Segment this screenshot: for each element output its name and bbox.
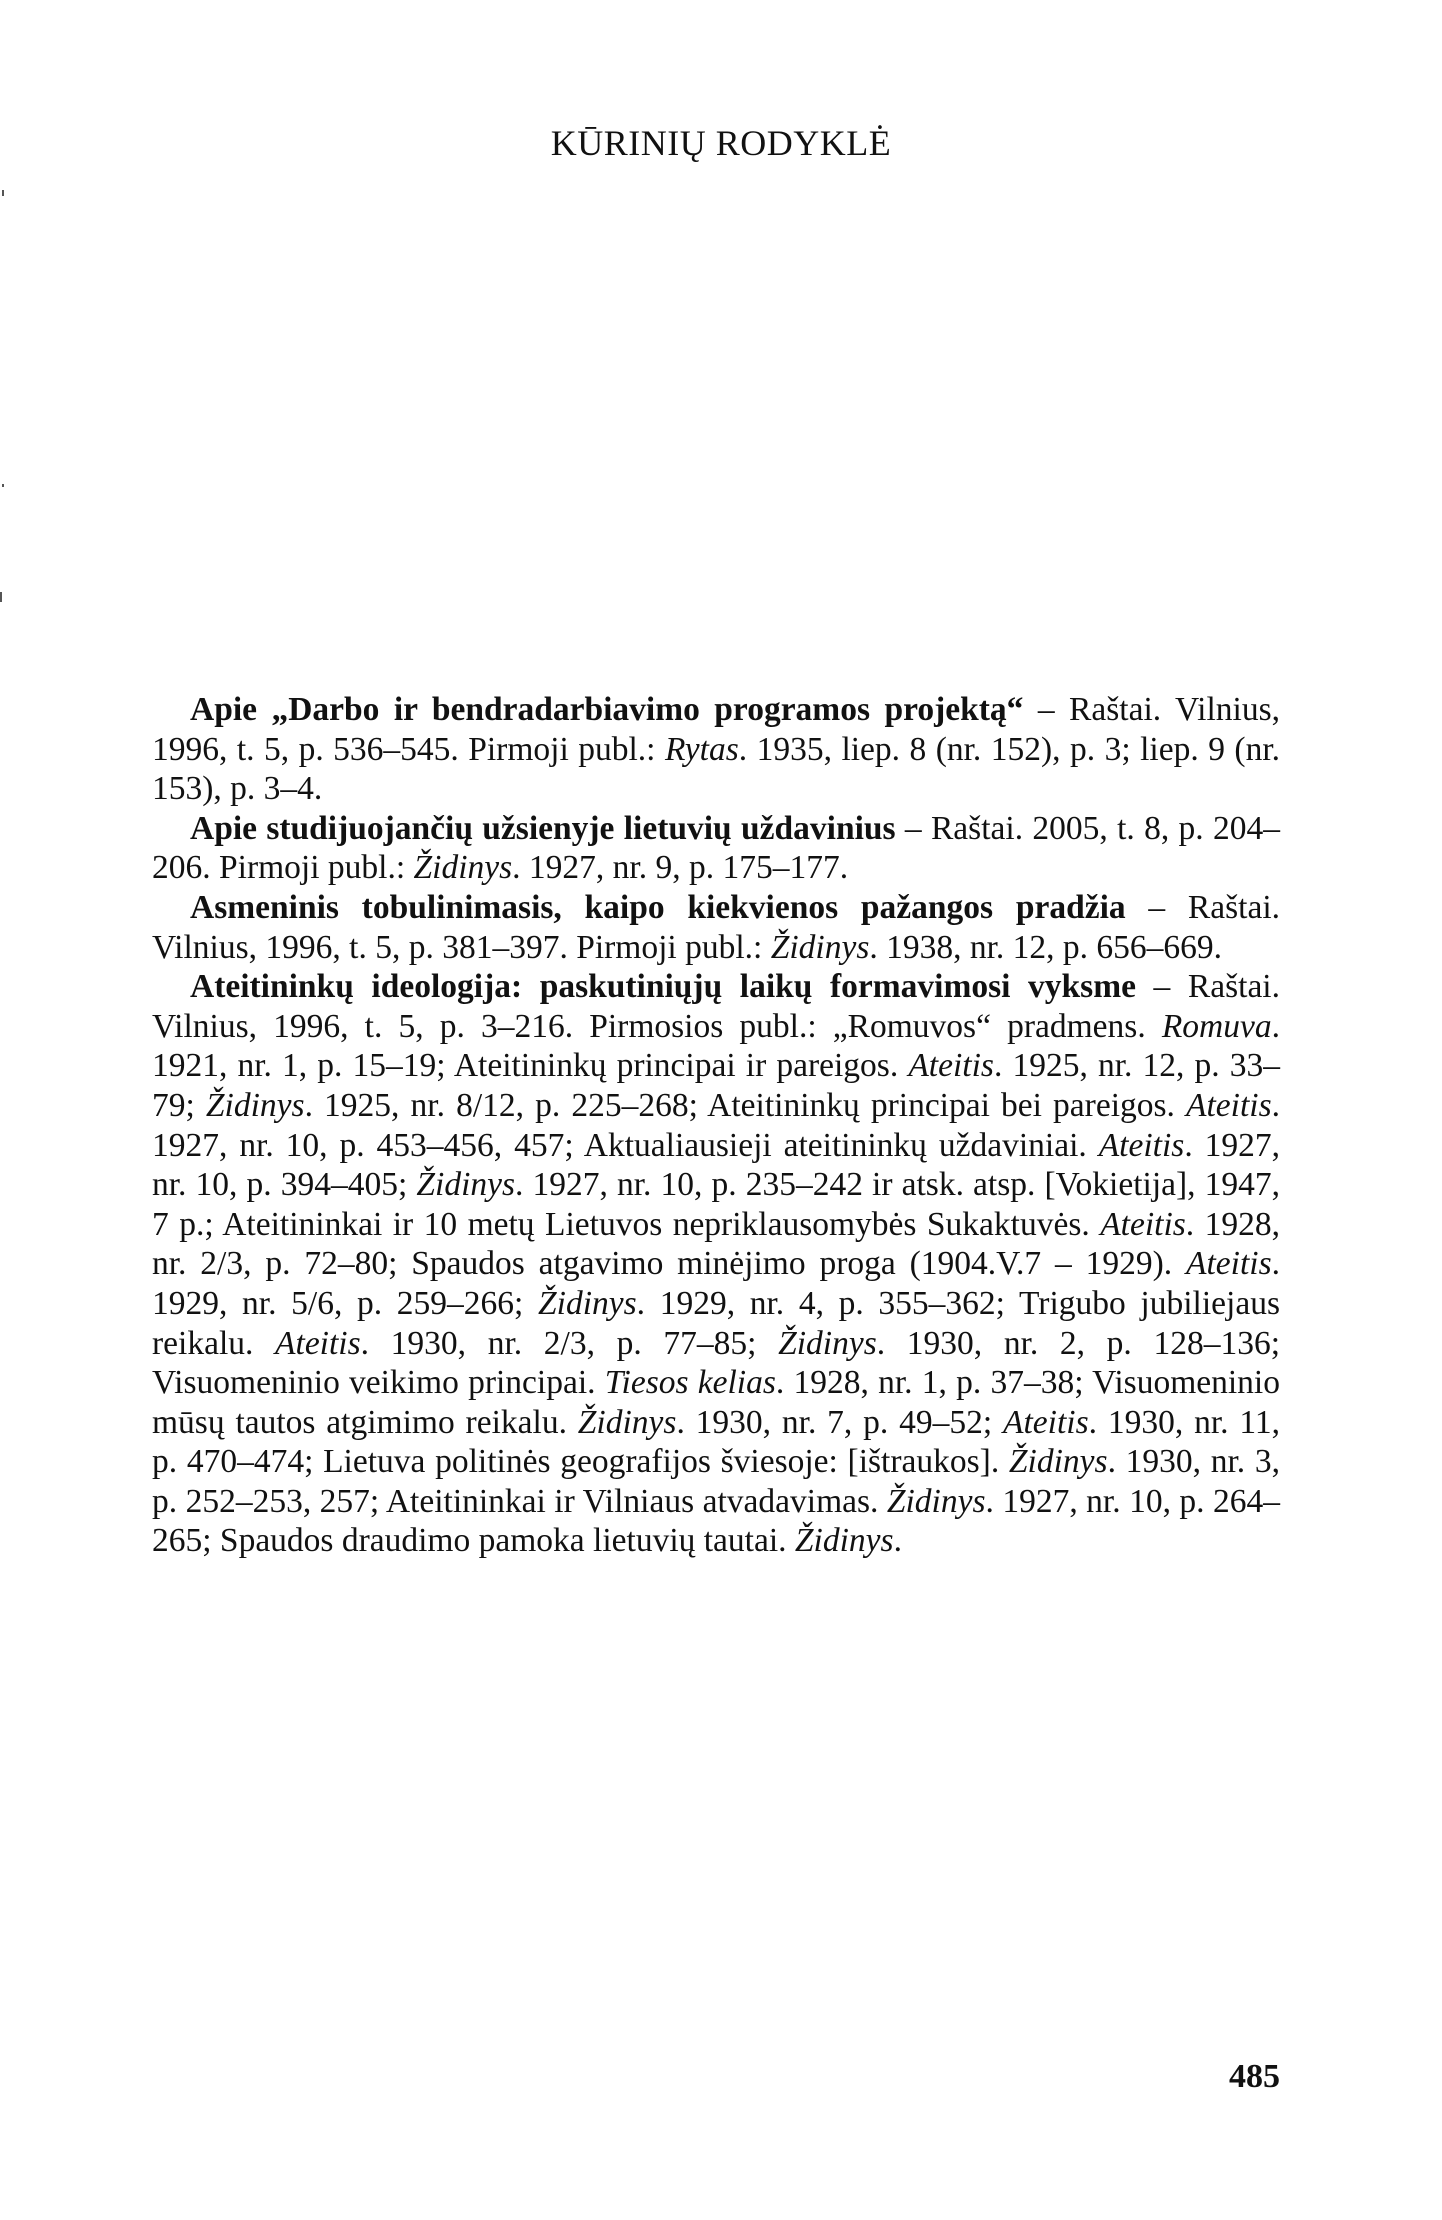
index-entry bbox=[152, 809, 1280, 888]
periodical-title: Židinys bbox=[205, 1086, 305, 1124]
index-entry bbox=[152, 888, 1280, 967]
scan-artifact bbox=[0, 592, 2, 602]
entry-title: Apie studijuojančių užsienyje lietuvių uždavinius bbox=[190, 809, 896, 847]
periodical-title: Židinys bbox=[770, 928, 870, 966]
periodical-title: Ateitis bbox=[1186, 1245, 1272, 1283]
citation-text: . 1930, nr. 11, p. 470–474; Lietuva politinės geografijos šviesoje: [ištraukos]. bbox=[152, 1403, 1280, 1481]
running-head: KŪRINIŲ RODYKLĖ bbox=[550, 123, 892, 163]
index-entry bbox=[152, 690, 1280, 809]
periodical-title: Židinys bbox=[778, 1324, 877, 1362]
citation-text: – Raštai. Vilnius, 1996, t. 5, p. 536–545. Pirmoji publ.: bbox=[152, 691, 1280, 768]
scan-artifact bbox=[2, 190, 4, 196]
periodical-title: Židinys bbox=[577, 1403, 677, 1441]
index-entries bbox=[152, 690, 1280, 1561]
citation-text: . 1929, nr. 5/6, p. 259–266; bbox=[152, 1245, 1280, 1322]
periodical-title: Židinys bbox=[794, 1522, 894, 1560]
periodical-title: Ateitis bbox=[1003, 1403, 1089, 1441]
periodical-title: Romuva bbox=[1161, 1007, 1272, 1045]
citation-text: . 1925, nr. 8/12, p. 225–268; Ateitininkų principai bei pareigos. bbox=[304, 1086, 1187, 1124]
entry-title: Ateitininkų ideologija: paskutiniųjų laikų formavimosi vyksme bbox=[190, 968, 1136, 1006]
citation-text: . 1930, nr. 2, p. 128–136; Visuomeninio veikimo principai. bbox=[152, 1324, 1280, 1402]
periodical-title: Ateitis bbox=[1186, 1086, 1272, 1124]
periodical-title: Židinys bbox=[416, 1166, 516, 1204]
citation-text: . 1927, nr. 10, p. 235–242 ir atsk. atsp. [Vokietija], 1947, 7 p.; Ateitininkai ir 10 metų Lietuvos nepriklausomybės Sukaktuvės. bbox=[152, 1166, 1280, 1243]
periodical-title: Ateitis bbox=[1100, 1205, 1186, 1243]
index-entry bbox=[152, 967, 1280, 1561]
citation-text: . 1930, nr. 2/3, p. 77–85; bbox=[360, 1324, 779, 1362]
citation-text: . 1928, nr. 2/3, p. 72–80; Spaudos atgavimo minėjimo proga (1904.V.7 – 1929). bbox=[152, 1205, 1280, 1283]
citation-text: . 1928, nr. 1, p. 37–38; Visuomeninio mūsų tautos atgimimo reikalu. bbox=[152, 1364, 1280, 1441]
periodical-title: Židinys bbox=[886, 1482, 986, 1520]
periodical-title: Rytas bbox=[664, 730, 739, 768]
citation-text: – Raštai. Vilnius, 1996, t. 5, p. 381–397. Pirmoji publ.: bbox=[152, 888, 1280, 966]
scan-artifact bbox=[2, 484, 4, 487]
citation-text: . 1938, nr. 12, p. 656–669. bbox=[869, 928, 1223, 966]
periodical-title: Židinys bbox=[538, 1284, 637, 1322]
periodical-title: Ateitis bbox=[1098, 1126, 1185, 1164]
citation-text: – Raštai. Vilnius, 1996, t. 5, p. 3–216. Pirmosios publ.: „Romuvos“ pradmens. bbox=[152, 968, 1280, 1045]
citation-text: . 1925, nr. 12, p. 33–79; bbox=[152, 1047, 1280, 1124]
periodical-title: Židinys bbox=[413, 849, 513, 887]
citation-text: . 1927, nr. 10, p. 264–265; Spaudos draudimo pamoka lietuvių tautai. bbox=[152, 1482, 1280, 1560]
periodical-title: Ateitis bbox=[275, 1324, 361, 1362]
page-number: 485 bbox=[1229, 2058, 1280, 2095]
periodical-title: Ateitis bbox=[908, 1047, 994, 1085]
citation-text: . 1930, nr. 7, p. 49–52; bbox=[676, 1403, 1004, 1441]
citation-text: . 1927, nr. 10, p. 394–405; bbox=[152, 1126, 1280, 1204]
citation-text: . 1930, nr. 3, p. 252–253, 257; Ateitininkai ir Vilniaus atvadavimas. bbox=[152, 1443, 1281, 1520]
citation-text: . 1927, nr. 10, p. 453–456, 457; Aktualiausieji ateitininkų uždaviniai. bbox=[152, 1086, 1281, 1164]
citation-text: . 1921, nr. 1, p. 15–19; Ateitininkų principai ir pareigos. bbox=[152, 1007, 1280, 1085]
citation-text: . bbox=[893, 1522, 902, 1560]
citation-text: – Raštai. 2005, t. 8, p. 204–206. Pirmoji publ.: bbox=[152, 809, 1280, 887]
citation-text: . 1935, liep. 8 (nr. 152), p. 3; liep. 9 (nr. 153), p. 3–4. bbox=[152, 730, 1280, 808]
citation-text: . 1927, nr. 9, p. 175–177. bbox=[512, 849, 849, 887]
periodical-title: Židinys bbox=[1008, 1443, 1108, 1481]
entry-title: Apie „Darbo ir bendradarbiavimo programos projektą“ bbox=[190, 691, 1024, 728]
entry-title: Asmeninis tobulinimasis, kaipo kiekvienos pažangos pradžia bbox=[190, 888, 1126, 926]
periodical-title: Tiesos kelias bbox=[604, 1364, 776, 1402]
entry-citation bbox=[152, 968, 1280, 1559]
citation-text: . 1929, nr. 4, p. 355–362; Trigubo jubiliejaus reikalu. bbox=[152, 1284, 1280, 1362]
